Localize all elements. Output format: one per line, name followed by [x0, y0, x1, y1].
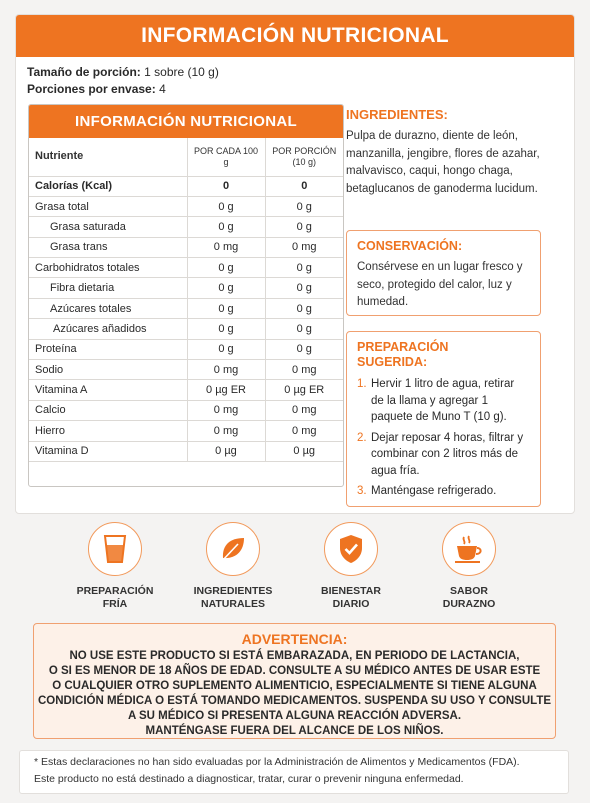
value-per-serving: 0 g — [265, 196, 343, 216]
warning-line: NO USE ESTE PRODUCTO SI ESTÁ EMBARAZADA, EN PERIODO DE LACTANCIA, — [69, 650, 520, 662]
warning-text — [34, 649, 555, 739]
step-text: Hervir 1 litro de agua, retirar de la llama y agregar 1 paquete de Muno T (10 g). — [371, 378, 515, 423]
value-per-serving: 0 g — [265, 319, 343, 339]
ingredients-title: INGREDIENTES: — [346, 107, 448, 122]
feature-label-line2: NATURALES — [201, 598, 265, 610]
value-per100: 0 g — [187, 278, 265, 298]
warning-line: O SI ES MENOR DE 18 AÑOS DE EDAD. CONSULTE A SU MÉDICO ANTES DE USAR ESTE — [48, 665, 541, 677]
preparation-box — [346, 331, 541, 507]
warning-line: A SU MÉDICO SI PRESENTA ALGUNA REACCIÓN ADVERSA. — [127, 710, 462, 722]
footnote-line2: Este producto no está destinado a diagnosticar, tratar, curar o prevenir ninguna enfermedad. — [34, 773, 464, 785]
feature-natural-ingredients — [178, 522, 288, 611]
feature-label-line1: BIENESTAR — [321, 585, 381, 597]
nutrient-name: Proteína — [29, 339, 187, 359]
step-number: 2. — [357, 431, 367, 444]
feature-icons — [60, 522, 530, 614]
leaf-icon — [206, 522, 260, 576]
table-row — [29, 421, 343, 441]
footnote-line1: * Estas declaraciones no han sido evaluadas por la Administración de Alimentos y Medicamentos (FDA). — [34, 756, 520, 768]
step-number: 1. — [357, 378, 367, 390]
nutrient-name: Calcio — [29, 400, 187, 420]
value-per-serving: 0 g — [265, 298, 343, 318]
serving-info — [27, 64, 219, 98]
table-row — [29, 176, 343, 196]
value-per100: 0 µg — [187, 441, 265, 461]
value-per-serving: 0 g — [265, 217, 343, 237]
value-per-serving: 0 mg — [265, 360, 343, 380]
value-per100: 0 mg — [187, 237, 265, 257]
nutrient-name: Carbohidratos totales — [29, 258, 187, 278]
list-item — [357, 430, 530, 480]
nutrient-name: Grasa saturada — [29, 217, 187, 237]
step-text: Manténgase refrigerado. — [371, 485, 497, 497]
feature-daily-wellness — [296, 522, 406, 611]
table-row — [29, 319, 343, 339]
value-per100: 0 µg ER — [187, 380, 265, 400]
feature-label-line2: FRÍA — [102, 598, 128, 610]
list-item — [357, 376, 530, 426]
warning-box — [33, 623, 556, 739]
warning-line: O CUALQUIER OTRO SUPLEMENTO ALIMENTICIO, ESPECIALMENTE SI TIENE ALGUNA — [52, 680, 537, 692]
storage-title: CONSERVACIÓN: — [357, 239, 463, 253]
table-row — [29, 278, 343, 298]
nutrient-name: Sodio — [29, 360, 187, 380]
hot-cup-icon — [442, 522, 496, 576]
value-per-serving: 0 mg — [265, 400, 343, 420]
value-per100: 0 g — [187, 339, 265, 359]
value-per100: 0 g — [187, 319, 265, 339]
table-row — [29, 217, 343, 237]
nutrient-name: Calorías (Kcal) — [29, 176, 187, 196]
table-row — [29, 196, 343, 216]
col-per-serving-header: POR PORCIÓN (10 g) — [265, 138, 343, 176]
disclaimer-footnote — [19, 750, 569, 794]
storage-box — [346, 230, 541, 316]
nutrition-table — [28, 104, 344, 487]
nutrient-name: Vitamina A — [29, 380, 187, 400]
step-text: Dejar reposar 4 horas, filtrar y combinar con 2 litros más de agua fría. — [371, 431, 524, 477]
serving-size-value: 1 sobre (10 g) — [144, 65, 219, 79]
warning-line: CONDICIÓN MÉDICA O ESTÁ TOMANDO MEDICAMENTOS. SUSPENDA SU USO Y CONSULTE — [37, 695, 552, 707]
value-per-serving: 0 g — [265, 339, 343, 359]
value-per100: 0 — [187, 176, 265, 196]
nutrient-name: Vitamina D — [29, 441, 187, 461]
step-number: 3. — [357, 485, 367, 497]
nutrient-name: Fibra dietaria — [29, 278, 187, 298]
nutrient-name: Grasa total — [29, 196, 187, 216]
nutrient-name: Azúcares añadidos — [29, 319, 187, 339]
value-per-serving: 0 g — [265, 278, 343, 298]
shield-check-icon — [324, 522, 378, 576]
preparation-title: PREPARACIÓN SUGERIDA: — [357, 340, 449, 369]
value-per100: 0 g — [187, 298, 265, 318]
feature-label-line1: INGREDIENTES — [193, 585, 273, 597]
col-nutrient-header: Nutriente — [29, 138, 187, 176]
nutrition-table-title: INFORMACIÓN NUTRICIONAL — [29, 105, 343, 138]
value-per100: 0 mg — [187, 400, 265, 420]
page-title: INFORMACIÓN NUTRICIONAL — [16, 15, 574, 57]
col-per100-header: POR CADA 100 g — [187, 138, 265, 176]
table-row — [29, 298, 343, 318]
feature-label-line1: SABOR — [450, 585, 488, 597]
feature-label-line2: DURAZNO — [442, 598, 496, 610]
servings-per-pack-value: 4 — [159, 82, 166, 96]
table-row — [29, 400, 343, 420]
serving-size-label: Tamaño de porción: — [27, 65, 141, 79]
table-row — [29, 237, 343, 257]
value-per-serving: 0 mg — [265, 237, 343, 257]
warning-line: MANTÉNGASE FUERA DEL ALCANCE DE LOS NIÑOS. — [145, 725, 444, 737]
label-card — [15, 14, 575, 514]
table-row — [29, 441, 343, 461]
value-per-serving: 0 mg — [265, 421, 343, 441]
value-per-serving: 0 µg ER — [265, 380, 343, 400]
nutrient-name: Hierro — [29, 421, 187, 441]
nutrient-name: Grasa trans — [29, 237, 187, 257]
feature-cold-preparation — [60, 522, 170, 611]
table-row — [29, 380, 343, 400]
value-per100: 0 mg — [187, 360, 265, 380]
servings-per-pack-label: Porciones por envase: — [27, 82, 156, 96]
value-per-serving: 0 g — [265, 258, 343, 278]
nutrient-name: Azúcares totales — [29, 298, 187, 318]
table-row — [29, 360, 343, 380]
table-row — [29, 339, 343, 359]
value-per-serving: 0 — [265, 176, 343, 196]
feature-label-line1: PREPARACIÓN — [76, 585, 154, 597]
feature-label-line2: DIARIO — [332, 598, 370, 610]
preparation-steps — [357, 376, 530, 500]
feature-peach-flavor — [414, 522, 524, 611]
list-item — [357, 483, 530, 500]
table-row — [29, 258, 343, 278]
cold-glass-icon — [88, 522, 142, 576]
ingredients-text: Pulpa de durazno, diente de león, manzanilla, jengibre, flores de azahar, malvavisco, caqui, hongo chaga, betaglucanos de ganoderma lucidum. — [346, 130, 540, 195]
value-per-serving: 0 µg — [265, 441, 343, 461]
value-per100: 0 g — [187, 217, 265, 237]
value-per100: 0 g — [187, 196, 265, 216]
warning-title: ADVERTENCIA: — [241, 631, 348, 647]
value-per100: 0 g — [187, 258, 265, 278]
value-per100: 0 mg — [187, 421, 265, 441]
storage-text: Consérvese en un lugar fresco y seco, protegido del calor, luz y humedad. — [357, 261, 523, 308]
